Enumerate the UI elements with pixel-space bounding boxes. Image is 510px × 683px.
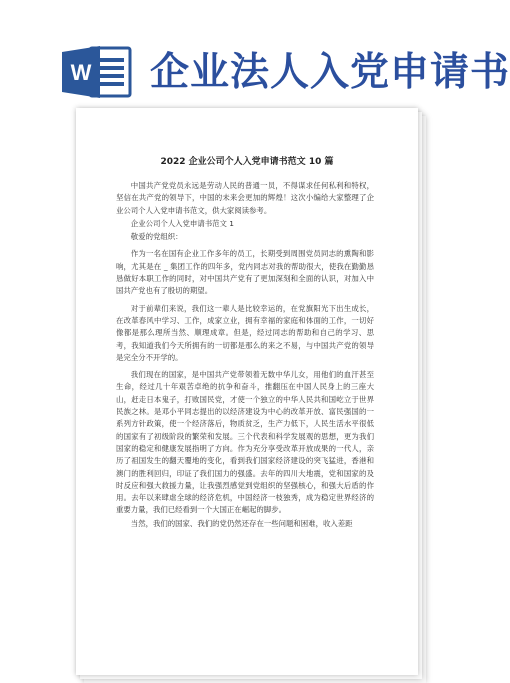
body-paragraph: 对于前辈们来说，我们这一辈人是比较幸运的，在党旗阳光下出生成长，在改革春风中学习、工作，成家立业，拥有幸福的家庭和体面的工作，一切好像都是那么理所当然、顺理成章。但是，经过同志的帮助和自己的学习、思考，我知道我们今天所拥有的一切都是那么的来之不易，与中国共产党的领导是完全分不开学的。: [116, 303, 374, 362]
body-paragraph: 中国共产党党员永远是劳动人民的普通一员，不得谋求任何私利和特权，坚信在共产党的领导下，中国的未来会更加的辉煌！这次小编给大家整理了企业公司个人入党申请书范文，供大家阅读参考。: [116, 181, 374, 215]
word-document-icon: [60, 44, 132, 100]
document-title: 2022 企业公司个人入党申请书范文 10 篇: [160, 157, 334, 167]
page-title: 企业法人入党申请书: [150, 50, 510, 95]
body-paragraph: 我们现在的国家，是中国共产党带领着无数中华儿女，用他们的血汗甚至生命，经过几十年艰苦卓绝的抗争和奋斗，推翻压在中国人民身上的三座大山，赶走日本鬼子，打败国民党，才使一个独立的中华人民共和国屹立于世界民族之林。是邓小平同志提出的以经济建设为中心的改革开放、富民强国的一系列方针政策，使一个经济落后，物质贫乏，生产力低下，人民生活水平很低的国家有了初级阶段的繁荣和发展。三个代表和科学发展观的思想，更为我们国家的稳定和健康发展指明了方向。作为充分享受改革开放成果的一代人，亲历了祖国发生的翻天覆地的变化，看到我们国家经济建设的突飞猛进，香港和澳门的胜利回归，印证了我们国力的强盛。去年的四川大地震，党和国家的及时反应和强大救援力量，让我强烈感觉到党组织的坚强核心，和强大后盾的作用。去年以来肆虐全球的经济危机，中国经济一枝独秀，成为稳定世界经济的重要力量，我们已经看到一个大国正在崛起的脚步。: [116, 370, 374, 515]
header-banner: [0, 0, 510, 118]
body-paragraph: 作为一名在国有企业工作多年的员工，长期受到周围党员同志的熏陶和影响，尤其是在 _ 集团工作的四年多，党内同志对我的帮助很大，使我在勤勤恳恳做好本职工作的同时，对中国共产党有了更加深刻和全面的认识，对加入中国共产党也有了殷切的期望。: [116, 249, 374, 296]
body-paragraph: 企业公司个人入党申请书范文 1: [130, 218, 234, 228]
word-logo-letter: W: [70, 60, 92, 85]
document-preview: [76, 108, 426, 683]
document-page: [76, 108, 418, 675]
body-paragraph: 当然，我们的国家、我们的党仍然还存在一些问题和困难，收入差距: [130, 518, 353, 528]
body-paragraph: 敬爱的党组织：: [130, 232, 183, 242]
document-body: [116, 180, 374, 531]
